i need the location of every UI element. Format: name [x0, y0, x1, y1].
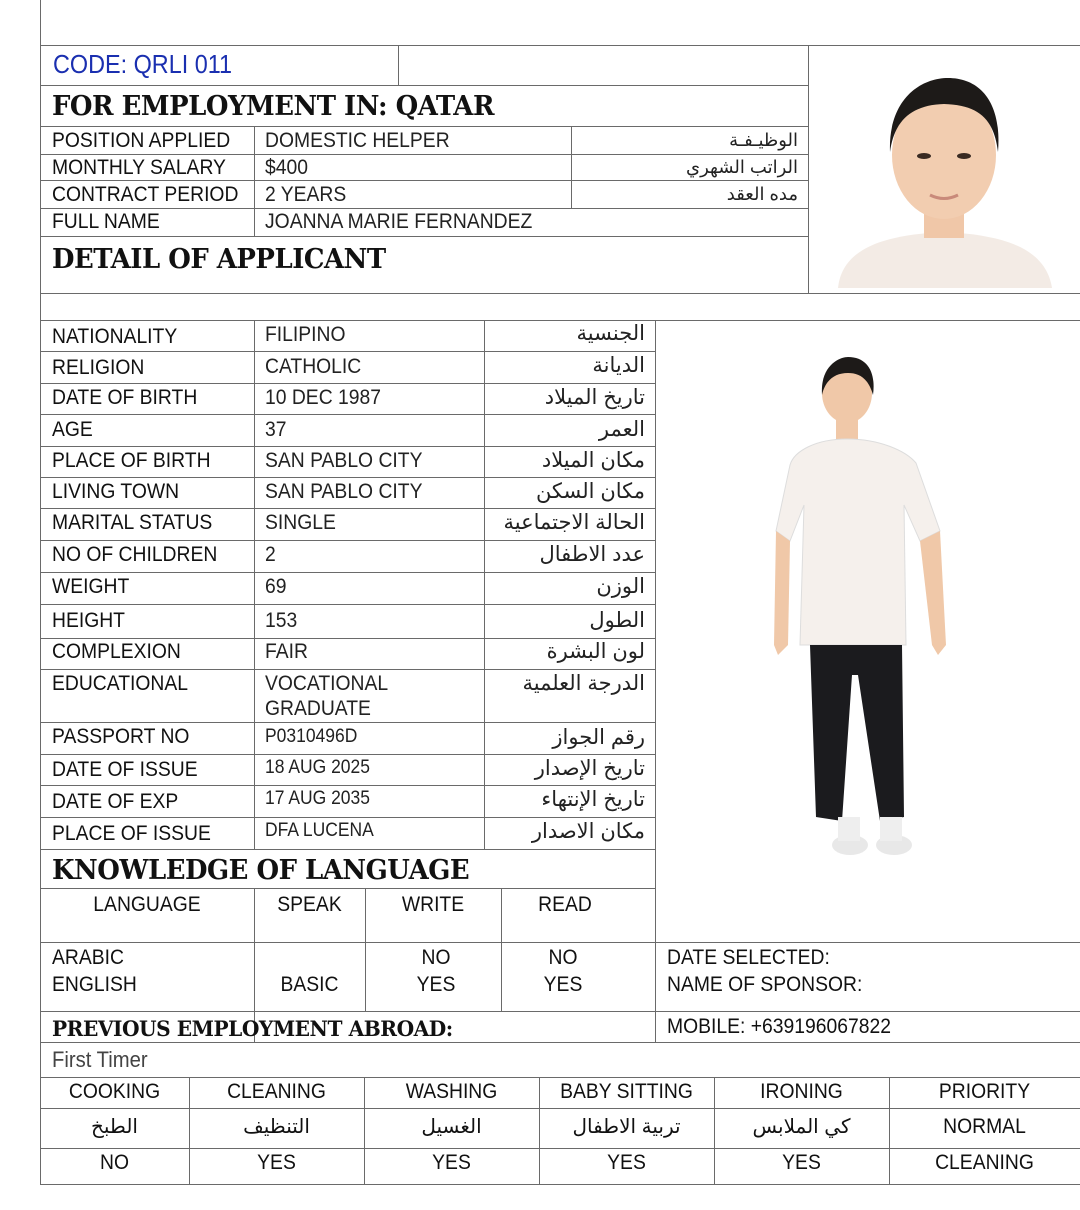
skill-baby-sitting: BABY SITTING [560, 1080, 693, 1103]
skill-ar: التنظيف [243, 1116, 310, 1138]
rule [40, 1042, 1080, 1043]
lang-write: YES [416, 973, 456, 996]
left-border [40, 0, 41, 1184]
detail-ar: الحالة الاجتماعية [503, 511, 645, 534]
rule [40, 236, 808, 237]
rule [40, 1108, 1080, 1109]
rule [40, 208, 808, 209]
detail-ar: رقم الجواز [552, 726, 645, 749]
detail-value: SAN PABLO CITY [265, 480, 423, 503]
rule [40, 85, 808, 86]
skill-value: YES [782, 1151, 821, 1174]
detail-value: 18 AUG 2025 [265, 757, 370, 778]
rule [40, 180, 808, 181]
rule [40, 351, 656, 352]
detail-value: CATHOLIC [265, 355, 362, 378]
lang-col-divider [365, 888, 366, 1011]
rule [40, 604, 656, 605]
job-value-contract: 2 YEARS [265, 183, 347, 206]
skill-value: YES [432, 1151, 471, 1174]
rule [40, 888, 656, 889]
rule [40, 414, 656, 415]
job-label-contract: CONTRACT PERIOD [52, 183, 239, 206]
detail-label: PASSPORT NO [52, 725, 190, 748]
rule [40, 942, 1080, 943]
rule [40, 320, 1080, 321]
detail-value: VOCATIONAL [265, 672, 389, 695]
detail-value: 17 AUG 2035 [265, 788, 370, 809]
sponsor-name-label: NAME OF SPONSOR: [667, 973, 863, 996]
detail-ar: عدد الاطفال [539, 543, 645, 566]
skill-value: YES [607, 1151, 646, 1174]
job-label-salary: MONTHLY SALARY [52, 156, 226, 179]
rule [40, 508, 656, 509]
lang-header-speak: SPEAK [277, 893, 342, 916]
code-label: CODE: QRLI 011 [53, 49, 233, 79]
detail-value: SINGLE [265, 511, 336, 534]
rule [40, 1184, 1080, 1185]
detail-value: SAN PABLO CITY [265, 449, 423, 472]
rule [40, 722, 656, 723]
skill-ar: الغسيل [421, 1116, 482, 1138]
priority-level: NORMAL [943, 1115, 1026, 1138]
skill-ar: تربية الاطفال [572, 1116, 681, 1138]
skill-col-divider [889, 1077, 890, 1184]
previous-employment-title: PREVIOUS EMPLOYMENT ABROAD: [52, 1016, 453, 1041]
lang-header-read: READ [538, 893, 592, 916]
rule [40, 540, 656, 541]
detail-ar: الوزن [596, 575, 645, 598]
detail-label: NATIONALITY [52, 325, 178, 348]
detail-value-line2: GRADUATE [265, 697, 371, 720]
rule [40, 293, 1080, 294]
skill-ar: كي الملابس [752, 1116, 851, 1138]
detail-ar: الطول [589, 609, 645, 632]
lang-header-write: WRITE [401, 893, 465, 916]
detail-value: P0310496D [265, 726, 358, 747]
detail-ar: تاريخ الإصدار [534, 757, 645, 780]
job-ar-divider [571, 126, 572, 208]
detail-label: WEIGHT [52, 575, 130, 598]
lang-speak: BASIC [280, 973, 339, 996]
detail-ar: العمر [598, 418, 645, 441]
detail-col-divider [254, 320, 255, 849]
job-ar-salary: الراتب الشهري [686, 157, 798, 177]
detail-value: DFA LUCENA [265, 820, 374, 841]
job-ar-contract: مده العقد [726, 184, 798, 204]
detail-ar: تاريخ الإنتهاء [541, 788, 645, 811]
top-rule [40, 45, 1080, 46]
rule [40, 1077, 1080, 1078]
language-title: KNOWLEDGE OF LANGUAGE [52, 855, 470, 886]
skill-value: NO [100, 1151, 129, 1174]
detail-ar: الدرجة العلمية [522, 672, 645, 695]
lang-write: NO [421, 946, 451, 969]
rule [40, 849, 656, 850]
detail-ar: مكان الميلاد [541, 449, 645, 472]
detail-ar-divider [484, 320, 485, 849]
job-value-salary: $400 [265, 156, 308, 179]
detail-label: PLACE OF BIRTH [52, 449, 211, 472]
lang-read: NO [548, 946, 578, 969]
rule [40, 669, 656, 670]
applicant-full-body-photo [770, 355, 955, 885]
skill-cooking: COOKING [68, 1080, 161, 1103]
detail-value: 153 [265, 609, 298, 632]
detail-ar: مكان الاصدار [531, 820, 645, 843]
applicant-portrait-photo [830, 60, 1058, 288]
job-label-fullname: FULL NAME [52, 210, 160, 233]
detail-value: 69 [265, 575, 287, 598]
detail-right-border [655, 320, 656, 1042]
job-ar-position: الوظيـفـة [729, 130, 798, 150]
rule [40, 383, 656, 384]
detail-ar: تاريخ الميلاد [544, 386, 645, 409]
job-value-fullname: JOANNA MARIE FERNANDEZ [265, 210, 533, 233]
rule [40, 446, 656, 447]
priority-header: PRIORITY [938, 1080, 1031, 1103]
skill-washing: WASHING [405, 1080, 498, 1103]
skill-ironing: IRONING [760, 1080, 843, 1103]
lang-name: ENGLISH [52, 973, 137, 996]
photo-left-border [808, 45, 809, 293]
rule [40, 638, 656, 639]
rule [40, 1011, 1080, 1012]
detail-label: DATE OF EXP [52, 790, 179, 813]
detail-label: NO OF CHILDREN [52, 543, 218, 566]
rule [40, 126, 808, 127]
detail-label: DATE OF BIRTH [52, 386, 198, 409]
detail-label: COMPLEXION [52, 640, 181, 663]
mobile-label: MOBILE: +639196067822 [667, 1015, 891, 1038]
rule [40, 572, 656, 573]
detail-value: 10 DEC 1987 [265, 386, 382, 409]
lang-read: YES [543, 973, 583, 996]
detail-value: 37 [265, 418, 287, 441]
job-value-position: DOMESTIC HELPER [265, 129, 450, 152]
rule [40, 754, 656, 755]
skill-cleaning: CLEANING [227, 1080, 326, 1103]
detail-ar: لون البشرة [546, 640, 645, 663]
detail-label: DATE OF ISSUE [52, 758, 198, 781]
detail-label: EDUCATIONAL [52, 672, 188, 695]
lang-name: ARABIC [52, 946, 124, 969]
detail-label: PLACE OF ISSUE [52, 822, 211, 845]
priority-value: CLEANING [935, 1151, 1034, 1174]
detail-label: LIVING TOWN [52, 480, 180, 503]
rule [40, 1148, 1080, 1149]
detail-label: AGE [52, 418, 93, 441]
detail-ar: مكان السكن [535, 480, 645, 503]
job-label-position: POSITION APPLIED [52, 129, 231, 152]
skill-value: YES [257, 1151, 296, 1174]
rule [40, 477, 656, 478]
detail-label: HEIGHT [52, 609, 125, 632]
rule [40, 817, 656, 818]
rule [40, 785, 656, 786]
lang-header-language: LANGUAGE [93, 893, 201, 916]
detail-value: FILIPINO [265, 323, 346, 346]
detail-title: DETAIL OF APPLICANT [52, 244, 386, 275]
date-selected-label: DATE SELECTED: [667, 946, 830, 969]
detail-label: MARITAL STATUS [52, 511, 213, 534]
code-divider [398, 45, 399, 85]
detail-ar: الجنسية [576, 322, 645, 345]
detail-ar: الديانة [592, 354, 645, 377]
employment-title: FOR EMPLOYMENT IN: QATAR [52, 91, 495, 122]
previous-employment-value: First Timer [52, 1047, 148, 1072]
skill-ar: الطبخ [90, 1116, 138, 1138]
detail-value: FAIR [265, 640, 308, 663]
job-col-divider [254, 126, 255, 236]
detail-value: 2 [265, 543, 276, 566]
detail-label: RELIGION [52, 356, 145, 379]
